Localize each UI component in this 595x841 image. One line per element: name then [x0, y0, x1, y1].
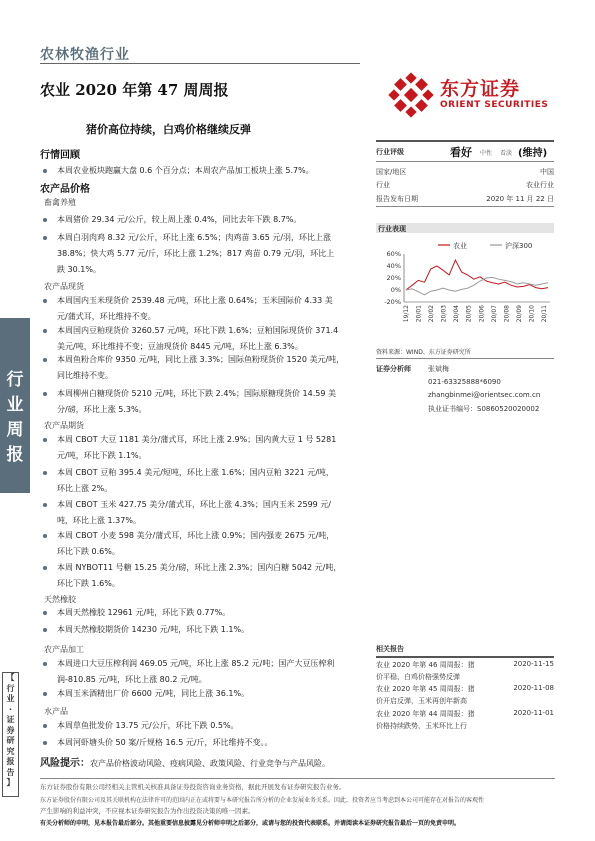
bullet-line: 环比上涨 2%。	[57, 484, 113, 493]
chart-source: 资料来源：WIND、东方证券研究所	[376, 349, 471, 356]
side-frame-char: 【	[6, 673, 15, 682]
x-tick-label: 20/01	[415, 305, 423, 323]
side-frame-char: 究	[6, 746, 15, 756]
report-title: 农业 2020 年第 47 周周报	[40, 81, 229, 99]
related-report-line: 农业 2020 年第 45 周周报：猪	[376, 685, 475, 693]
bullet-line: 分/磅，环比上涨 5.3%。	[57, 405, 147, 414]
list-item	[57, 212, 363, 228]
y-tick-label: 0%	[390, 286, 401, 294]
bullet-text: 本周草鱼批发价 13.75 元/公斤，环比下跌 0.5%。	[57, 721, 239, 730]
list-item	[57, 465, 363, 497]
related-title: 相关报告	[376, 645, 404, 653]
bullet-line: 同比维持不变。	[57, 371, 113, 380]
side-frame-char: ·	[8, 704, 13, 714]
side-frame-char: 报	[6, 757, 15, 766]
footer-disclaimer: 有关分析师的申明，见本报告最后部分。其他重要信息披露见分析师申明之后部分，或请与您的投资代表联系。并请阅读本证券研究报告最后一页的免责申明。	[40, 820, 461, 827]
divider	[376, 206, 554, 207]
y-tick-label: -20%	[384, 298, 401, 306]
x-tick-label: 20/10	[528, 305, 536, 323]
bullet-line: 38.8%；快大鸡 5.77 元/斤，环比上涨 1.2%；817 鸡苗 0.79 元/羽，环比上	[57, 249, 335, 258]
x-tick-label: 20/08	[503, 305, 511, 323]
list-item	[57, 735, 363, 751]
list-item	[57, 323, 363, 355]
analyst-name: 张斌梅	[428, 365, 449, 373]
analyst-phone: 021-63325888*6090	[428, 378, 501, 386]
list-item	[57, 622, 363, 638]
list-item	[57, 497, 363, 529]
bullet-line: 本周国内豆粕现货价 3260.57 元/吨，环比下跌 1.6%；豆粕国际现货价 371.4	[57, 326, 339, 335]
list-item	[57, 686, 363, 702]
bullet-line: 元/吨，环比下跌 1.1%。	[57, 451, 147, 460]
bullet-line: 跌 30.1%。	[57, 265, 101, 274]
related-report-line: 价格持续跌势，玉米环比上行	[376, 722, 467, 730]
bullet-line: 润-810.85 元/吨，环比上涨 80.2 元/吨。	[57, 675, 207, 684]
side-tab-char: 周	[6, 420, 24, 440]
info-label: 行业	[376, 181, 390, 189]
info-value: 中国	[540, 168, 554, 176]
analyst-label: 证券分析师	[376, 365, 411, 373]
section-heading-prices: 农产品价格	[40, 184, 90, 195]
performance-chart	[376, 238, 554, 334]
side-frame-char: 券	[6, 725, 15, 735]
bullet-text: 本周天然橡胶 12961 元/吨，环比下跌 0.77%。	[57, 608, 231, 617]
bullet-line: 吨，环比上涨 1.37%。	[57, 516, 141, 525]
info-label: 报告发布日期	[376, 195, 418, 203]
y-tick-label: 40%	[386, 262, 401, 270]
side-frame-char: 业	[6, 694, 15, 703]
x-tick-label: 20/06	[478, 305, 486, 323]
list-item	[57, 528, 363, 560]
rating-top-rule	[376, 140, 554, 142]
analyst-cert: 执业证书编号：S0860520020002	[428, 405, 540, 413]
bullet-line: 本周鱼粉合库价 9350 元/吨，同比上涨 3.3%；国际鱼粉现货价 1520 美元/吨，	[57, 355, 345, 364]
subheading-processing: 农产品加工	[44, 645, 84, 654]
bullet-line: 环比下跌 1.6%。	[57, 579, 120, 588]
bullet-line: 元/蒲式耳，环比维持不变。	[57, 312, 156, 321]
rating-status: (维持)	[518, 148, 548, 159]
logo-text-en: ORIENT SECURITIES	[440, 100, 549, 110]
related-report-line: 农业 2020 年第 44 周周报：猪	[376, 710, 475, 718]
subheading-livestock: 畜禽养殖	[44, 198, 76, 207]
bullet-line: 本周柳州白糖现货价 5210 元/吨，环比下跌 2.4%；国际原糖现货价 14.59 美	[57, 389, 336, 398]
sector-title: 农林牧渔行业	[40, 47, 130, 63]
divider	[376, 161, 554, 162]
footer-line: 东方证券股份有限公司及其关联机构在法律许可的范围内正在或将要与本研究报告所分析的企业发展业务关系。因此，投资者应当考虑到本公司可能存在对报告的客观性	[40, 797, 485, 804]
side-frame-char: 研	[6, 736, 15, 745]
header-divider	[40, 63, 360, 64]
related-report-date: 2020-11-15	[513, 660, 554, 668]
subheading-rubber: 天然橡胶	[44, 595, 76, 604]
x-tick-label: 20/03	[440, 305, 448, 323]
bullet-text: 本周河虾塘头价 50 案/斤规格 16.5 元/斤，环比维持不变。。	[57, 738, 273, 747]
risk-text: 农产品价格波动风险、疫病风险、政策风险、行业竞争与产品风险。	[90, 759, 330, 768]
logo-text-cn: 东方证券	[440, 78, 521, 100]
related-report-date: 2020-11-01	[513, 709, 554, 717]
bullet-text: 本周玉米酒精出厂价 6600 元/吨，同比上涨 36.1%。	[57, 689, 250, 698]
list-item	[57, 230, 363, 278]
side-frame-char: 】	[6, 778, 15, 787]
list-item	[57, 163, 363, 179]
y-tick-label: 60%	[386, 250, 401, 258]
list-item	[57, 605, 363, 621]
bullet-line: 本周 CBOT 小麦 598 美分/蒲式耳，环比上涨 0.9%；国内强麦 2675 元/吨，	[57, 531, 335, 540]
section-heading-market: 行情回顾	[40, 150, 80, 161]
related-report-item[interactable]	[376, 684, 554, 712]
info-value: 农业行业	[526, 181, 554, 189]
side-tab-char: 报	[6, 445, 24, 465]
list-item	[57, 432, 363, 464]
bullet-line: 环比下跌 0.6%。	[57, 547, 120, 556]
bullet-line: 本周进口大豆压榨利润 469.05 元/吨，环比上涨 85.2 元/吨；国产大豆压榨利	[57, 659, 335, 668]
side-tab-char: 业	[6, 395, 24, 415]
bullet-line: 本周 CBOT 豆粕 395.4 美元/短吨，环比上涨 1.6%；国内豆粕 3221 元/吨，	[57, 468, 334, 477]
x-tick-label: 20/02	[428, 305, 436, 323]
bullet-line: 本周 NYBOT11 号糖 15.25 美分/磅，环比上涨 2.3%；国内白糖 5042 元/吨，	[57, 563, 342, 572]
list-item	[57, 656, 363, 688]
bullet-text: 本周天然橡胶期货价 14230 元/吨，环比下跌 1.1%。	[57, 625, 250, 634]
bullet-line: 本周 CBOT 玉米 427.75 美分/蒲式耳，环比上涨 4.3%；国内玉米 2599 元/	[57, 500, 331, 509]
analyst-email[interactable]: zhangbinmei@orientsec.com.cn	[428, 391, 541, 399]
list-item	[57, 718, 363, 734]
series-line	[406, 260, 548, 290]
subheading-futures: 农产品期货	[44, 421, 84, 430]
footer-line: 产生影响的利益冲突，不应视本证券研究报告为作出投资决策的唯一因素。	[40, 807, 255, 815]
bullet-text: 本周猪价 29.34 元/公斤，较上周上涨 0.4%，同比去年下跌 8.7%。	[57, 215, 302, 224]
related-report-line: 价开启反弹，玉米再创年新高	[376, 697, 467, 705]
subheading-spot: 农产品现货	[44, 282, 84, 291]
legend-label: 沪深300	[505, 242, 533, 250]
related-report-date: 2020-11-08	[513, 684, 554, 692]
risk-label: 风险提示：	[40, 758, 90, 769]
side-tab-char: 行	[6, 370, 24, 390]
list-item	[57, 560, 363, 592]
x-tick-label: 20/04	[453, 305, 461, 323]
divider	[376, 656, 554, 658]
list-item	[57, 352, 363, 384]
orient-logo-icon	[388, 72, 434, 118]
bullet-line: 本周白羽肉鸡 8.32 元/公斤，环比上涨 6.5%；肉鸡苗 3.65 元/羽，环比上涨	[57, 233, 332, 242]
divider	[376, 358, 554, 359]
side-tab	[0, 318, 30, 493]
related-report-item[interactable]	[376, 709, 554, 737]
x-tick-label: 20/07	[490, 305, 498, 323]
subheading-aquatic: 水产品	[44, 707, 68, 716]
info-value: 2020 年 11 月 22 日	[486, 195, 554, 203]
rating-option-neutral: 中性	[480, 150, 493, 157]
series-line	[406, 277, 548, 294]
report-subtitle: 猪价高位持续，白鸡价格继续反弹	[86, 123, 251, 136]
info-label: 国家/地区	[376, 168, 407, 176]
side-frame	[2, 672, 19, 797]
y-tick-label: 20%	[386, 274, 401, 282]
bullet-text: 本周农业板块跑赢大盘 0.6 个百分点；本周农产品加工板块上涨 5.7%。	[57, 166, 314, 175]
side-frame-char: 告	[6, 767, 15, 777]
legend-label: 农业	[453, 242, 467, 250]
rating-option-negative: 看淡	[500, 150, 513, 157]
related-report-line: 价平稳，白鸡价格强势反弹	[376, 673, 460, 681]
rating-label: 行业评级	[376, 148, 404, 156]
bullet-line: 美元/吨，环比维持不变；豆油现货价 8445 元/吨，环比上涨 6.3%。	[57, 342, 303, 351]
list-item	[57, 293, 363, 325]
side-frame-char: 行	[6, 683, 15, 693]
related-report-line: 农业 2020 年第 46 周周报：猪	[376, 661, 475, 669]
x-tick-label: 20/09	[515, 305, 523, 323]
chart-heading: 行业表现	[378, 225, 406, 233]
x-tick-label: 20/05	[465, 305, 473, 323]
x-tick-label: 19/12	[403, 305, 410, 323]
footer-divider	[40, 778, 555, 779]
rating-value: 看好	[450, 146, 472, 159]
list-item	[57, 386, 363, 418]
bullet-line: 本周国内玉米现货价 2539.48 元/吨，环比上涨 0.64%；玉米国际价 4.33 美	[57, 296, 333, 305]
footer-line: 东方证券股份有限公司经相关主管机关核准具备证券投资咨询业务资格，据此开展发布证券研究报告业务。	[40, 783, 346, 791]
bullet-line: 本周 CBOT 大豆 1181 美分/蒲式耳，环比上涨 2.9%；国内黄大豆 1 号 5281	[57, 435, 337, 444]
risk-warning	[40, 754, 370, 769]
side-frame-char: 证	[6, 715, 15, 724]
x-tick-label: 20/11	[541, 305, 548, 323]
